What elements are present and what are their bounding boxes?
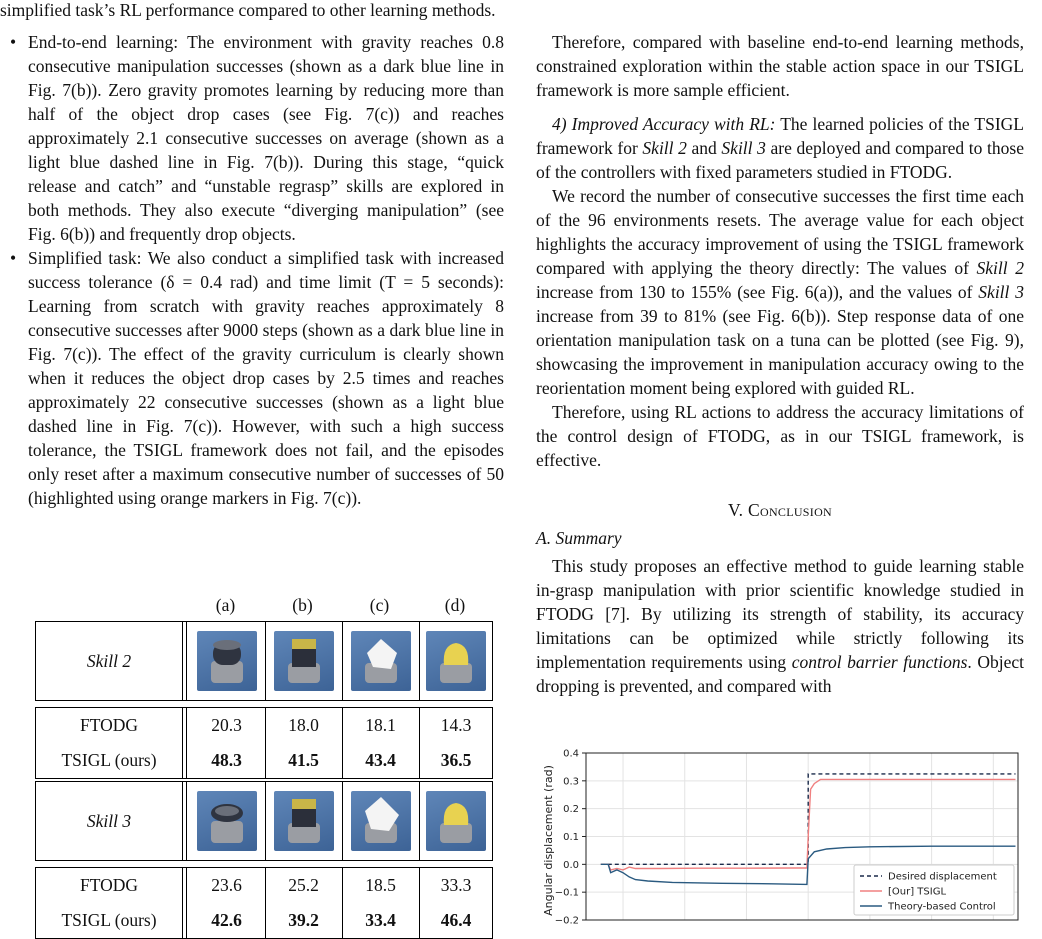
y-tick-label: −0.1: [554, 887, 579, 899]
legend-label: [Our] TSIGL: [888, 886, 947, 898]
paragraph: We record the number of consecutive successes the first time each of the 96 environments resets. The average value for each object highlights the accuracy improvement of using the TSIGL framework compared with applying the theory directly: The values of Skill 2 increase from 130 to 155% (see Fig. 6(a)), and the values of Skill 3 increase from 39 to 81% (see Fig. 6(b)). Step response data of one orientation manipulation task on a tuna can be plotted (see Fig. 9), showcasing the improvement in manipulation accuracy owing to the reorientation moment being explored with guided RL.: [536, 186, 1024, 398]
legend-label: Theory-based Control: [888, 901, 996, 913]
y-tick-label: 0.0: [563, 859, 579, 871]
col-header-a: (a): [215, 595, 236, 615]
bullet-end-to-end: • End-to-end learning: The environment with gravity reaches 0.8 consecutive manipulation successes (shown as a dark blue line in Fig. 7(b)). Zero gravity promotes learning by reducing more than half of the object drop cases (see Fig. 7(c)) and reaches approximately 2.1 consecutive successes on average (shown as a light blue dashed line in Fig. 7(b)). During this stage, “quick release and catch” and “unstable regrasp” skills are explored in both methods. They also execute “diverging manipulation” (see Fig. 6(b)) and frequently drop objects.: [28, 30, 504, 246]
object-image: [426, 791, 486, 851]
table-row: TSIGL (ours) 42.6 39.2 33.4 46.4: [61, 910, 472, 930]
results-table: [35, 587, 493, 930]
object-image: [274, 791, 334, 851]
col-header-c: (c): [369, 595, 390, 615]
step-response-chart: [536, 745, 1026, 924]
paragraph: Therefore, compared with baseline end-to-end learning methods, constrained exploration within the stable action space in our TSIGL framework is more sample efficient.: [536, 32, 1024, 100]
y-tick-label: 0.1: [563, 832, 579, 843]
chart-svg: [536, 745, 1026, 924]
paragraph-heading: 4) Improved Accuracy with RL:: [552, 114, 776, 134]
skill3-image-row: [35, 781, 493, 861]
paragraph: This study proposes an effective method to guide learning stable in-grasp manipulation with prior scientific knowledge studied in FTODG [7]. By utilizing its strength of stability, its accuracy limitations can be optimized while strictly following its implementation requirements using control barrier functions. Object dropping is prevented, and compared with: [536, 556, 1024, 696]
legend-label: Desired displacement: [888, 871, 997, 883]
section-heading: V. Conclusion: [727, 500, 833, 520]
y-axis-label: Angular displacement (rad): [542, 765, 555, 916]
subsection-heading: A. Summary: [536, 528, 622, 548]
table-row: TSIGL (ours) 48.3 41.5 43.4 36.5: [61, 750, 472, 770]
table-header: [35, 587, 493, 621]
right-column: [536, 30, 1024, 698]
skill2-label: Skill 2: [86, 650, 132, 671]
skill3-label: Skill 3: [86, 810, 132, 831]
col-header-d: (d): [444, 595, 466, 615]
object-image: [197, 791, 257, 851]
col-header-b: (b): [292, 595, 313, 615]
paragraph: 4) Improved Accuracy with RL: The learned policies of the TSIGL framework for Skill 2 and Skill 3 are deployed and compared to those of the controllers with fixed parameters studied in FTODG.: [536, 114, 1024, 182]
y-tick-label: 0.2: [563, 804, 579, 816]
paragraph: Therefore, using RL actions to address the accuracy limitations of the control design of FTODG, as in our TSIGL framework, is effective.: [536, 402, 1024, 470]
y-tick-label: −0.2: [554, 915, 579, 924]
skill3-values: [35, 867, 493, 939]
object-image: [426, 631, 486, 691]
object-image: [351, 631, 411, 691]
bullet-simplified-task: • Simplified task: We also conduct a simplified task with increased success tolerance (δ = 0.4 rad) and time limit (T = 5 seconds): Learning from scratch with gravity reaches approximately 8 consecutive successes after 9000 steps (shown as a dark blue line in Fig. 7(c)). The effect of the gravity curriculum is clearly shown when it reduces the object drop cases by 2.5 times and reaches approximately 22 consecutive successes (shown as a light blue dashed line in Fig. 7(c)). However, with such a high success tolerance, the TSIGL framework does not fail, and the episodes only reset after a maximum consecutive number of successes of 50 (highlighted using orange markers in Fig. 7(c)).: [28, 246, 504, 510]
left-column: [0, 30, 504, 510]
y-tick-label: 0.3: [563, 776, 579, 788]
object-image: [351, 791, 411, 851]
skill2-image-row: [35, 621, 493, 701]
carryover-line: simplified task’s RL performance compared to other learning methods.: [0, 0, 496, 20]
bullet-list: [0, 30, 504, 510]
y-tick-label: 0.4: [563, 748, 579, 760]
object-image: [274, 631, 334, 691]
object-image: [197, 631, 257, 691]
table-row: FTODG 20.3 18.0 18.1 14.3: [79, 715, 472, 735]
skill2-values: [35, 707, 493, 779]
table-row: FTODG 23.6 25.2 18.5 33.3: [79, 875, 472, 895]
